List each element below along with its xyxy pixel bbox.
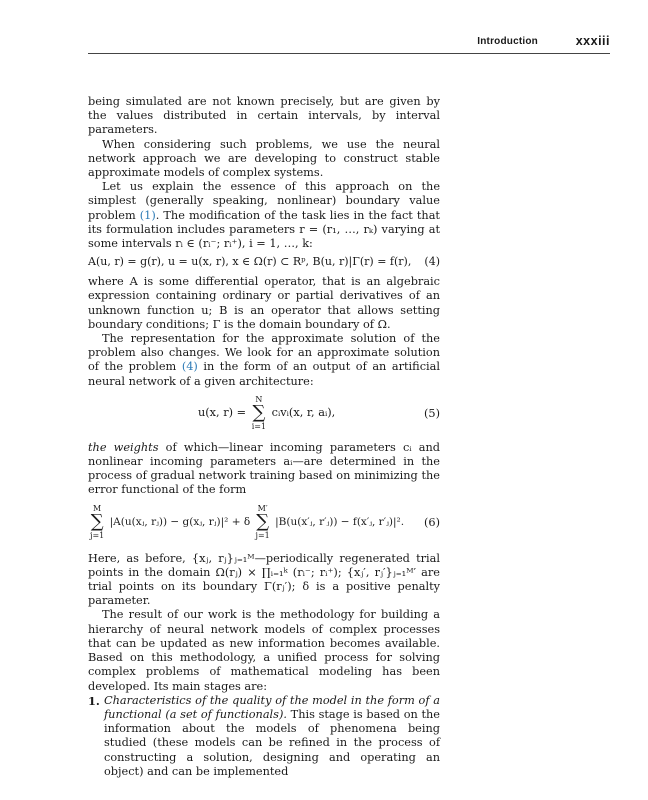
- running-header: [88, 34, 610, 54]
- equation-6-part-1: |A(u(xⱼ, rⱼ)) − g(xⱼ, rⱼ)|² + δ: [109, 515, 251, 528]
- paragraph-3: [88, 180, 440, 251]
- paragraph-3-text-b: . The modification of the task lies in the fact that its formulation includes parameters r = (r₁, …, rₖ) varying at some intervals rᵢ ∈ (rᵢ⁻; rᵢ⁺), i = 1, …, k:: [88, 208, 440, 251]
- the-weights-emphasis: the weights: [88, 440, 159, 454]
- sum-lower-limit: i=1: [251, 421, 267, 431]
- equation-ref-1-link[interactable]: (1): [139, 208, 156, 222]
- sum-symbol-1: M ∑ j=1: [90, 503, 105, 540]
- paragraph-7: Here, as before, {xⱼ, rⱼ}ⱼ₌₁ᴹ—periodically regenerated trial points in the domain Ω(rⱼ) × ∏ᵢ₌₁ᵏ (rᵢ⁻; rᵢ⁺); {xⱼ′, rⱼ′}ⱼ₌₁ᴹ′ are trial points on its boundary Γ(rⱼ′); δ is a positive penalty parameter.: [88, 551, 440, 608]
- equation-5-number: (5): [423, 406, 440, 420]
- list-item-number: 1.: [88, 693, 100, 708]
- sum-symbol-2: M′ ∑ j=1: [255, 503, 270, 540]
- equation-6: [88, 504, 440, 546]
- list-item-title: Characteristics of the quality of the model in the form of a functional (a set of functionals).: [104, 693, 440, 721]
- sum-1-upper-limit: M: [93, 503, 102, 513]
- sum-2-upper-limit: M′: [257, 503, 268, 513]
- body-text: [88, 95, 440, 779]
- paragraph-2: When considering such problems, we use the neural network approach we are developing to construct stable approximate models of complex systems.: [88, 137, 440, 180]
- equation-6-number: (6): [423, 515, 440, 529]
- sum-2-lower-limit: j=1: [255, 530, 270, 540]
- equation-4: [88, 255, 440, 271]
- paragraph-3-text-a: Let us explain the essence of this approach on the simplest (generally speaking, nonlinear) boundary value problem: [88, 180, 440, 222]
- equation-ref-4-link[interactable]: (4): [181, 360, 198, 374]
- list-item-1: [88, 694, 440, 779]
- header-rule: [88, 53, 610, 54]
- paragraph-4: where A is some differential operator, that is an algebraic expression containing ordinary or partial derivatives of an unknown function u; B is an operator that allows setting boundary conditions; Γ is the domain boundary of Ω.: [88, 275, 440, 331]
- sum-1-lower-limit: j=1: [90, 530, 105, 540]
- equation-4-body: A(u, r) = g(r), u = u(x, r), x ∈ Ω(r) ⊂ Rᵖ, B(u, r)|Γ(r) = f(r),: [88, 255, 412, 269]
- equation-6-part-2: |B(u(x′ⱼ, r′ⱼ)) − f(x′ⱼ, r′ⱼ)|².: [275, 515, 405, 528]
- equation-4-number: (4): [424, 255, 440, 269]
- sum-symbol: N ∑ i=1: [251, 394, 267, 431]
- paragraph-1: being simulated are not known precisely, but are given by the values distributed in certain intervals, by interval parameters.: [88, 95, 440, 137]
- chapter-title: Introduction: [477, 36, 538, 47]
- paragraph-5-text-b: in the form of an output of an artificial neural network of a given architecture:: [88, 360, 440, 388]
- equation-5-rhs: cᵢvᵢ(x, r, aᵢ),: [271, 405, 336, 419]
- paragraph-5-text-a: The representation for the approximate solution of the problem also changes. We look for an approximate solution of the problem: [88, 332, 440, 374]
- sum-upper-limit: N: [255, 394, 263, 404]
- equation-5-lhs: u(x, r) =: [198, 405, 247, 419]
- paragraph-6-text: of which—linear incoming parameters cᵢ and nonlinear incoming parameters aᵢ—are determined in the process of gradual network training based on minimizing the error functional of the form: [88, 440, 440, 497]
- paragraph-5: [88, 332, 440, 389]
- equation-5: [88, 395, 440, 435]
- page-number: xxxiii: [575, 34, 610, 48]
- paragraph-8: The result of our work is the methodology for building a hierarchy of neural network models of complex processes that can be updated as new information becomes available. Based on this methodology, a unified process for solving complex problems of mathematical modeling has been developed. Its main stages are:: [88, 608, 440, 693]
- list-item-text: This stage is based on the information about the models of phenomena being studied (these models can be refined in the process of constructing a solution, designing and operating an object) and can be implemented: [104, 707, 440, 778]
- paragraph-6: [88, 441, 440, 498]
